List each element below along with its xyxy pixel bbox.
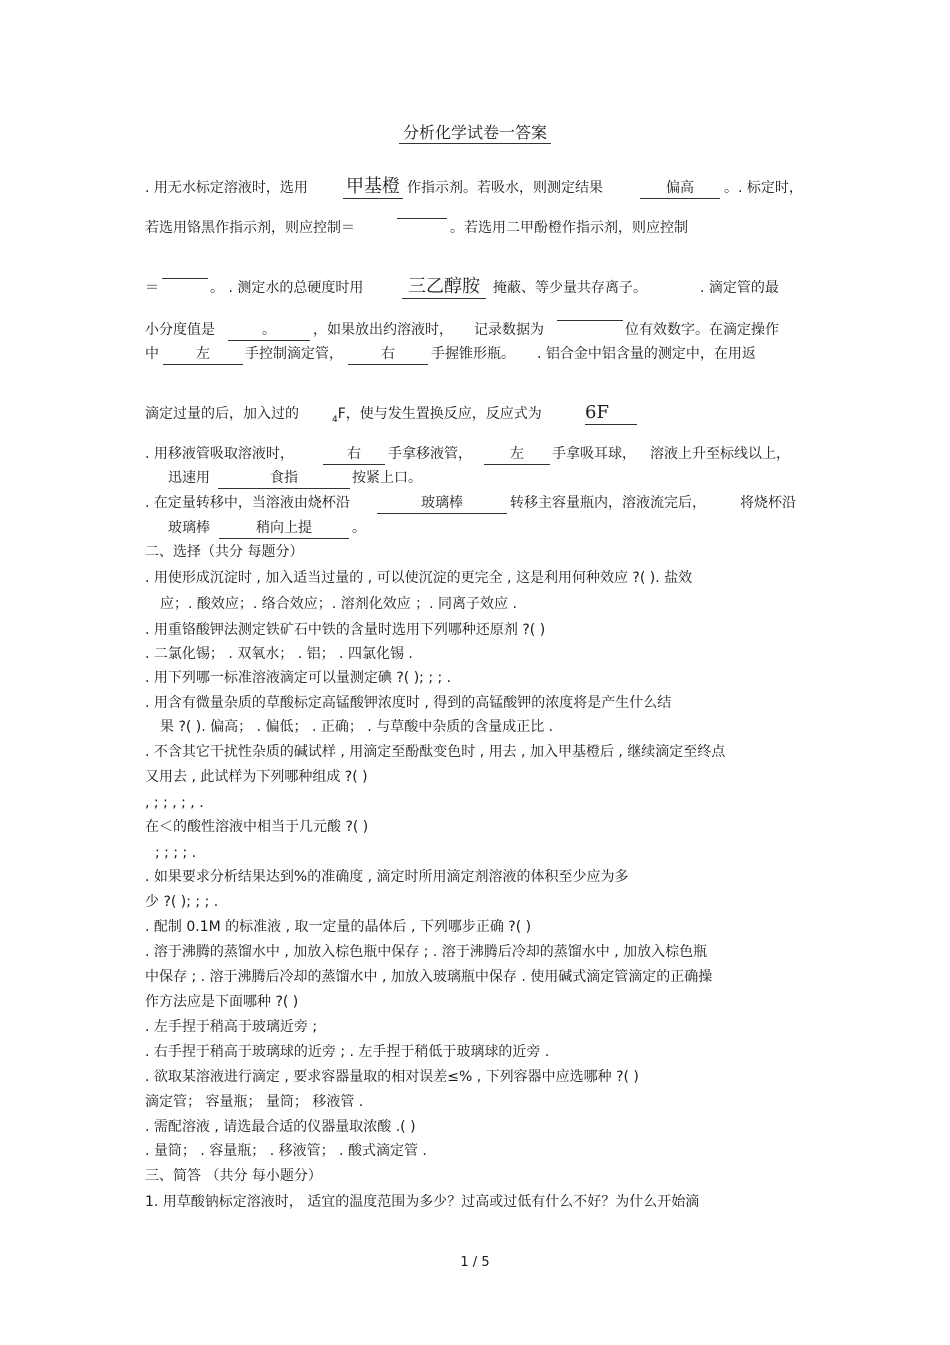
text-line: 迅速用 <box>168 470 210 486</box>
page-number: 1 / 5 <box>460 1255 490 1270</box>
text-line: 。 <box>352 520 366 536</box>
text-line: 。 . 测定水的总硬度时用 <box>210 280 364 296</box>
answer-blank: 偏高 <box>640 178 720 199</box>
text-line: ，如果放出约溶液时， <box>313 322 453 338</box>
answer-blank <box>557 320 623 321</box>
text-line: 作指示剂。若吸水，则测定结果 <box>407 180 603 196</box>
text-line: . 用无水标定溶液时，选用 <box>145 180 308 196</box>
text-line: 按紧上口。 <box>352 470 422 486</box>
section-heading: 二、选择（共分 每题分） <box>145 544 304 560</box>
question-line: . 左手捏于稍高于玻璃近旁 ; <box>145 1019 318 1035</box>
answer-blank: 右 <box>348 344 428 365</box>
answer-blank: 玻璃棒 <box>377 493 507 514</box>
subscript: 4 <box>332 414 338 425</box>
question-line: . 用含有微量杂质的草酸标定高锰酸钾浓度时 , 得到的高锰酸钾的浓度将是产生什么结 <box>145 695 672 711</box>
question-line: . 溶于沸腾的蒸馏水中 , 加放入棕色瓶中保存 ; . 溶于沸腾后冷却的蒸馏水中 , 加放入棕色瓶 <box>145 944 708 960</box>
text-line: 小分度值是 <box>145 322 215 338</box>
handwritten-answer: 6F <box>585 402 637 425</box>
text-line: . 滴定管的最 <box>700 280 779 296</box>
question-line: . 量筒； . 容量瓶； . 移液管； . 酸式滴定管 . <box>145 1143 427 1159</box>
text-line: 滴定过量的后，加入过的 <box>145 406 299 422</box>
text-line: 转移主容量瓶内，溶液流完后， <box>510 495 706 511</box>
question-line: . 不含其它干扰性杂质的碱试样 , 用滴定至酚酞变色时 , 用去 , 加入甲基橙后 , 继续滴定至终点 <box>145 744 726 760</box>
question-line: 少 ?( ); ; ; . <box>145 894 219 910</box>
question-line: 应；. 酸效应；. 络合效应；. 溶剂化效应 ；. 同离子效应 . <box>160 596 517 612</box>
text-line: ＝ <box>145 280 159 296</box>
answer-blank: 左 <box>484 444 550 465</box>
answer-blank: 食指 <box>218 468 350 489</box>
text-line: 中 <box>145 346 159 362</box>
text-line: . 用移液管吸取溶液时， <box>145 446 294 462</box>
answer-blank: 稍向上提 <box>219 518 349 539</box>
question-line: . 欲取某溶液进行滴定 , 要求容器量取的相对误差≤% , 下列容器中应选哪种 ?( ) <box>145 1069 639 1085</box>
question-line: 作方法应是下面哪种 ?( ) <box>145 994 299 1010</box>
text-line: 。. 标定时， <box>724 180 803 196</box>
answer-blank: 右 <box>323 444 385 465</box>
handwritten-answer: 甲基橙 <box>343 176 403 199</box>
question-line: . 需配溶液 , 请选最合适的仪器量取浓酸 .( ) <box>145 1119 416 1135</box>
section-heading: 三、简答 （共分 每小题分） <box>145 1168 322 1184</box>
question-line: . 如果要求分析结果达到%的准确度 , 滴定时所用滴定剂溶液的体积至少应为多 <box>145 869 629 885</box>
text-line: 位有效数字。在滴定操作 <box>625 322 779 338</box>
question-line: 滴定管； 容量瓶； 量筒； 移液管 . <box>145 1094 364 1110</box>
text-line: 记录数据为 <box>474 322 544 338</box>
text-line: 掩蔽、等少量共存离子。 <box>493 280 647 296</box>
page-title: 分析化学试卷一答案 <box>0 120 950 143</box>
text-line: 手拿移液管， <box>388 446 472 462</box>
question-line: 1. 用草酸钠标定溶液时， 适宜的温度范围为多少？过高或过低有什么不好？为什么开始滴 <box>145 1194 700 1210</box>
question-line: . 用重铬酸钾法测定铁矿石中铁的含量时选用下列哪种还原剂 ?( ) <box>145 622 546 638</box>
text-line: . 铝合金中铝含量的测定中，在用返 <box>537 346 756 362</box>
text-line: $_4$F，使与发生置换反应，反应式为 <box>332 406 542 425</box>
question-line: . 右手捏于稍高于玻璃球的近旁 ; . 左手捏于稍低于玻璃球的近旁 . <box>145 1044 550 1060</box>
text-line: 将烧杯沿 <box>740 495 796 511</box>
text-line: 玻璃棒 <box>168 520 210 536</box>
text-line: 若选用铬黑作指示剂，则应控制＝ <box>145 220 355 236</box>
question-line: . 二氯化锡； . 双氧水； . 铝； . 四氯化锡 . <box>145 646 413 662</box>
text-line: 手控制滴定管， <box>245 346 343 362</box>
text-line: 手拿吸耳球， <box>552 446 636 462</box>
answer-blank <box>397 218 447 219</box>
text-line: . 在定量转移中，当溶液由烧杯沿 <box>145 495 350 511</box>
question-line: . 配制 0.1M 的标准液 , 取一定量的晶体后 , 下列哪步正确 ?( ) <box>145 919 532 935</box>
question-line: ; ; ; ; . <box>155 845 197 861</box>
question-line: 中保存 ; . 溶于沸腾后冷却的蒸馏水中 , 加放入玻璃瓶中保存 . 使用碱式滴定管滴定的正确操 <box>145 969 713 985</box>
text-line: 溶液上升至标线以上， <box>650 446 790 462</box>
answer-blank: 左 <box>163 344 243 365</box>
question-line: 在＜的酸性溶液中相当于几元酸 ?( ) <box>145 819 369 835</box>
handwritten-answer: 三乙醇胺 <box>402 276 486 299</box>
answer-blank: 。 <box>228 320 310 341</box>
question-line: . 用使形成沉淀时 , 加入适当过量的 , 可以使沉淀的更完全 , 这是利用何种效应 ?( ). 盐效 <box>145 570 693 586</box>
text-line: 。若选用二甲酚橙作指示剂，则应控制 <box>450 220 688 236</box>
text-line: 手握锥形瓶。 <box>431 346 515 362</box>
question-line: 又用去 , 此试样为下列哪种组成 ?( ) <box>145 769 368 785</box>
question-line: . 用下列哪一标准溶液滴定可以量测定碘 ?( ); ; ; . <box>145 670 452 686</box>
question-line: 果 ?( ). 偏高； . 偏低； . 正确； . 与草酸中杂质的含量成正比 . <box>160 719 554 735</box>
answer-blank <box>162 278 208 279</box>
question-line: , ; ; , ; , . <box>145 795 204 811</box>
